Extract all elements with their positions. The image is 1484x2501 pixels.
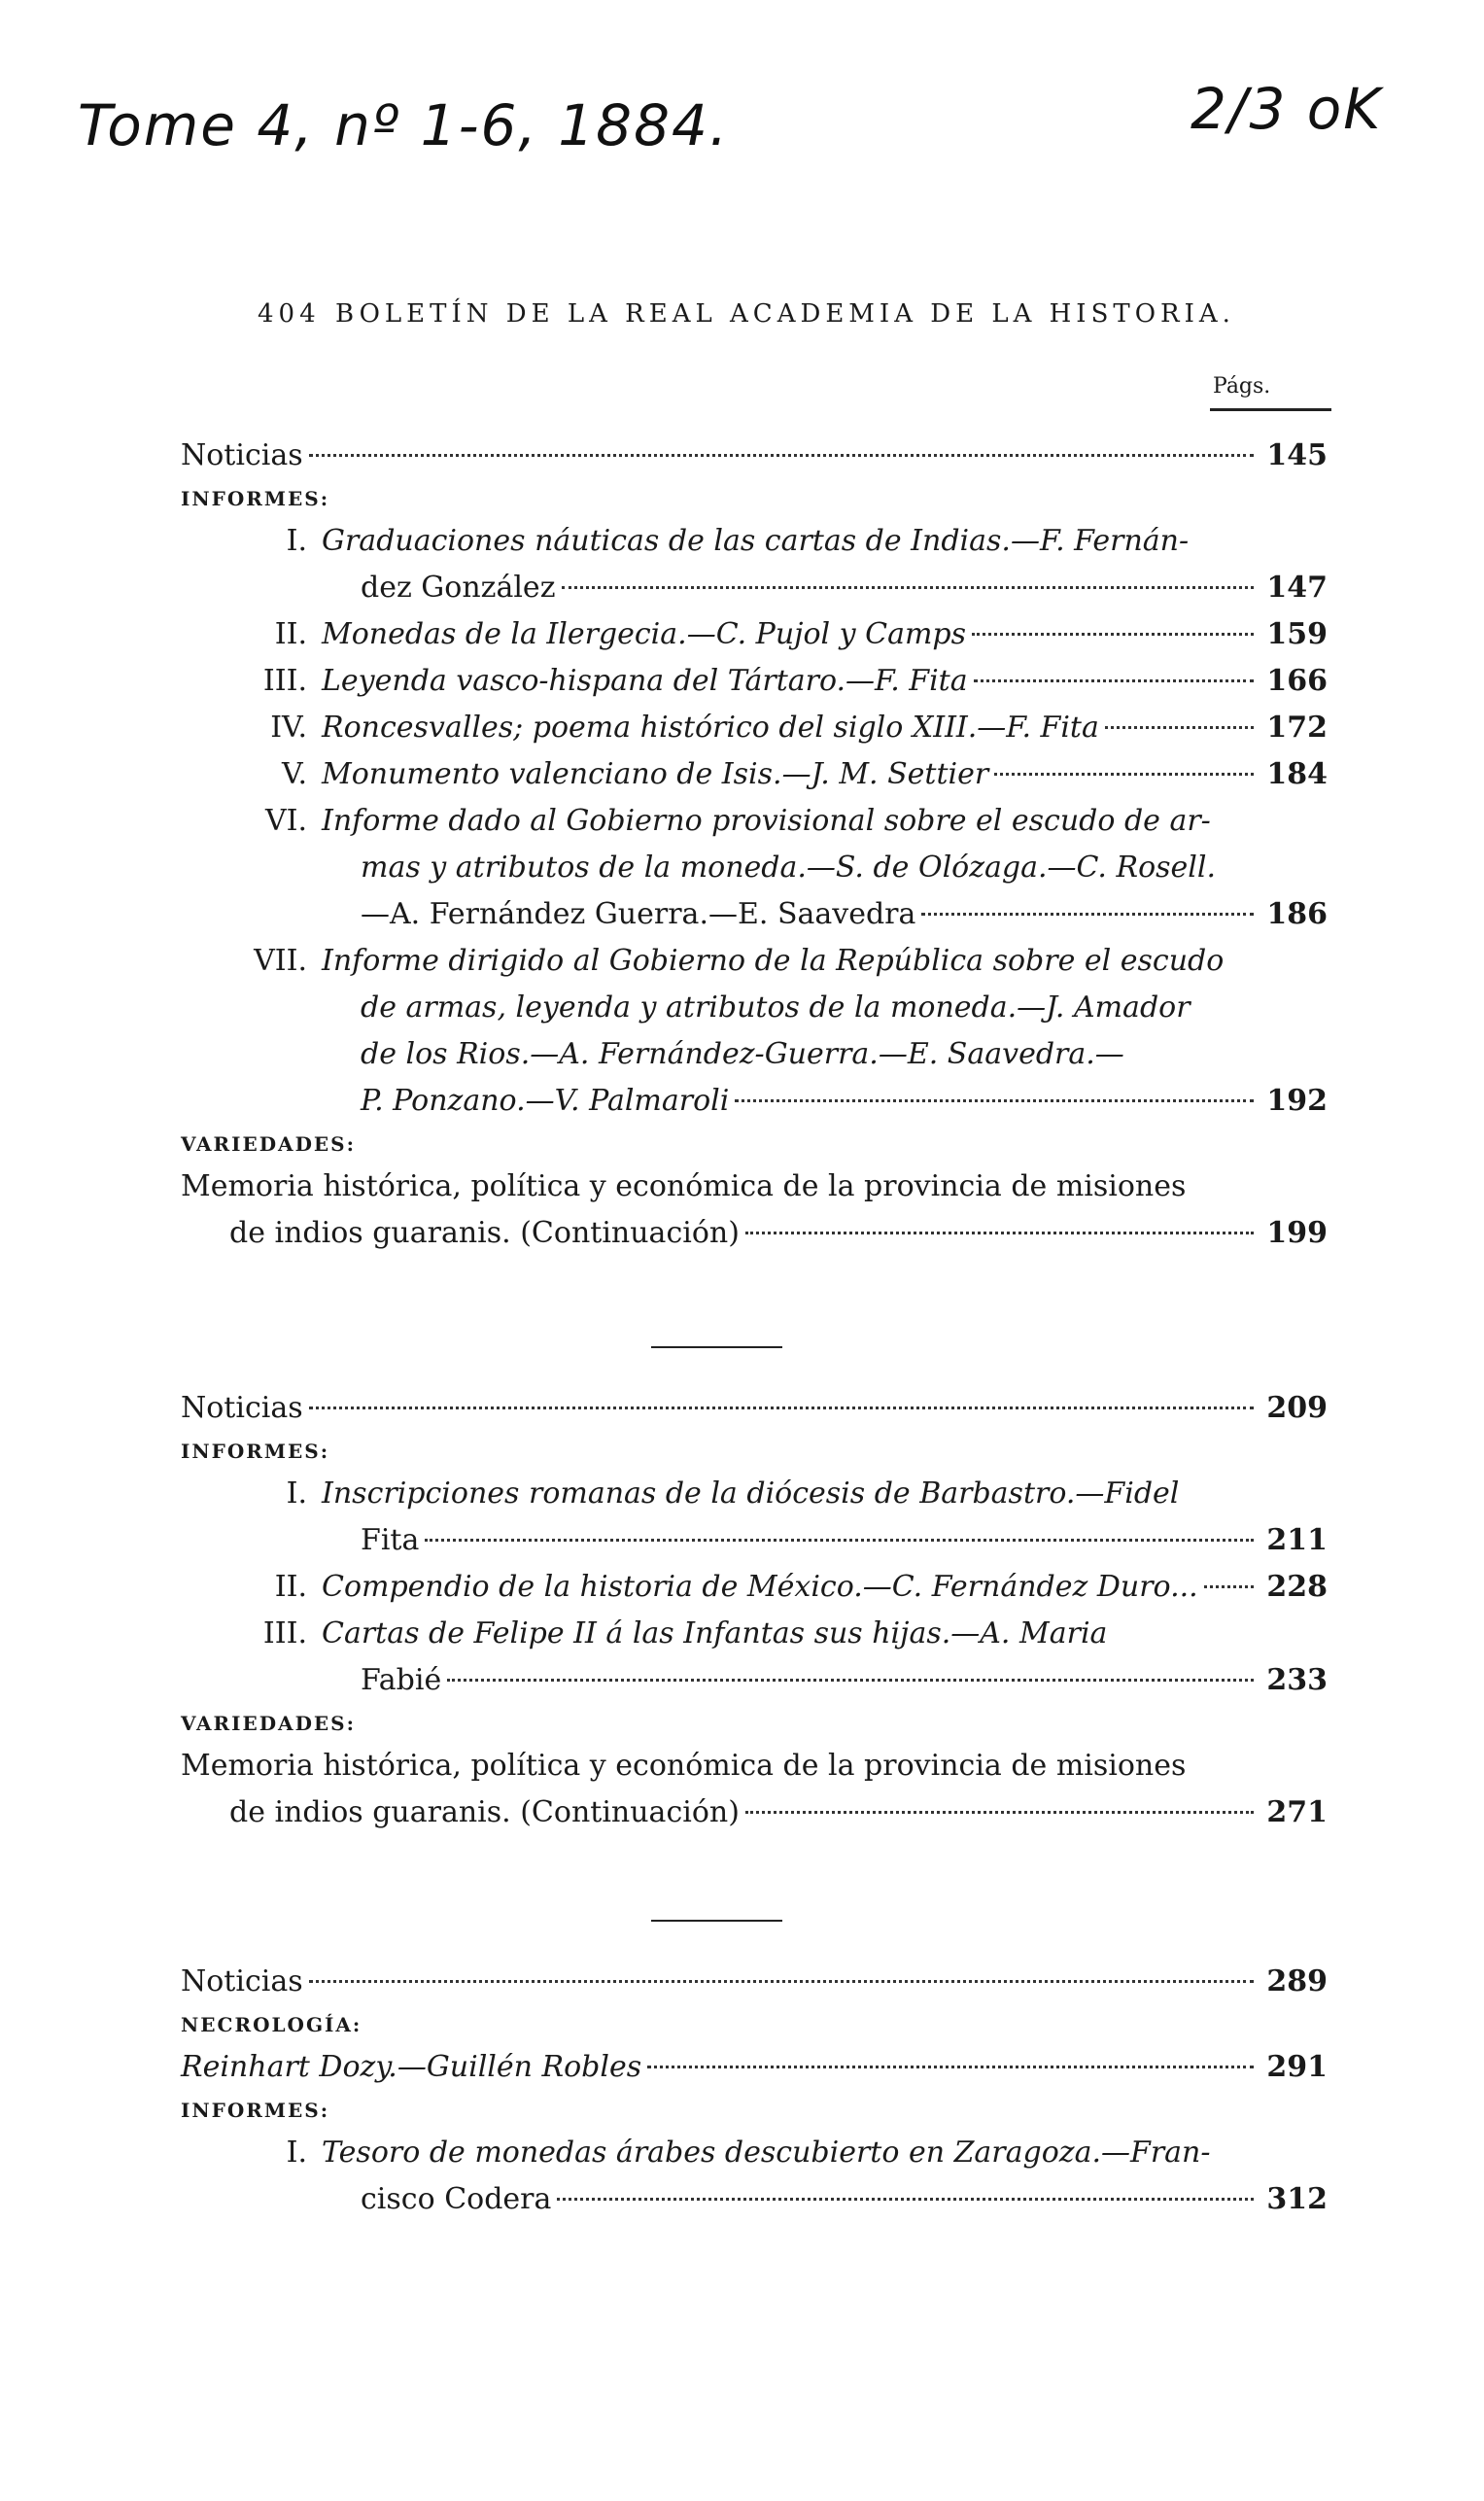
report-line (181, 891, 1328, 938)
entry-text: Roncesvalles; poema histórico del siglo XIII.—F. Fita (322, 711, 1099, 745)
dot-leader (994, 773, 1254, 776)
toc-entry (322, 2130, 1328, 2176)
entry-text: Fita (361, 1523, 420, 1557)
toc-section (181, 1385, 1328, 1836)
toc-entry (322, 705, 1328, 751)
report-line (181, 658, 1328, 705)
toc-entry (322, 658, 1328, 705)
variety-line (181, 1210, 1328, 1257)
section-separator (651, 1346, 782, 1348)
pags-label: Págs. (1213, 374, 1271, 399)
page-ref: 291 (1266, 2050, 1328, 2084)
pags-underline (1210, 408, 1331, 411)
report-line (181, 1078, 1328, 1125)
entry-text: Noticias (181, 438, 303, 472)
entry-text: Monedas de la Ilergecia.—C. Pujol y Camps (322, 617, 967, 651)
entry-text: Cartas de Felipe II á las Infantas sus hijas.—A. Maria (322, 1616, 1108, 1650)
report-line (181, 2130, 1328, 2176)
page-ref: 184 (1266, 757, 1328, 791)
dot-leader (1105, 726, 1254, 729)
entry-text: —A. Fernández Guerra.—E. Saavedra (361, 897, 916, 931)
toc-entry (361, 1031, 1328, 1078)
entry-text: Tesoro de monedas árabes descubierto en Zaragoza.—Fran- (322, 2136, 1211, 2170)
variety-line (181, 1164, 1328, 1210)
dot-leader (974, 679, 1254, 682)
toc-entry (361, 985, 1328, 1031)
dot-leader (972, 633, 1254, 636)
dot-leader (921, 913, 1254, 916)
report-line (181, 1657, 1328, 1704)
toc-entry (181, 2044, 1328, 2091)
report-line (181, 1471, 1328, 1517)
variety-line (181, 1743, 1328, 1789)
entry-text: Graduaciones náuticas de las cartas de Indias.—F. Fernán- (322, 524, 1190, 558)
page-ref: 228 (1266, 1570, 1328, 1604)
report-line (181, 985, 1328, 1031)
entry-text: de indios guaranis. (Continuación) (229, 1216, 740, 1250)
report-line (181, 938, 1328, 985)
toc-entry (361, 1078, 1328, 1125)
toc-entry (181, 433, 1328, 479)
report-line (181, 1564, 1328, 1611)
section-label: VARIEDADES: (181, 1712, 356, 1735)
variety-line (181, 1789, 1328, 1836)
toc-entry (361, 1517, 1328, 1564)
roman-numeral: II. (274, 617, 307, 651)
dot-leader (562, 586, 1255, 589)
roman-numeral: VII. (254, 944, 307, 978)
entry-text: Inscripciones romanas de la diócesis de Barbastro.—Fidel (322, 1476, 1180, 1511)
toc-entry (361, 891, 1328, 938)
report-line (181, 705, 1328, 751)
dot-leader (309, 454, 1254, 457)
entry-text: P. Ponzano.—V. Palmaroli (361, 1084, 730, 1118)
toc-section (181, 1959, 1328, 2223)
section-label: INFORMES: (181, 487, 330, 510)
page-ref: 199 (1266, 1216, 1328, 1250)
dot-leader (745, 1811, 1254, 1814)
variety-line (181, 2044, 1328, 2091)
entry-text: Monumento valenciano de Isis.—J. M. Settier (322, 757, 989, 791)
page-ref: 209 (1266, 1391, 1328, 1425)
page-ref: 271 (1266, 1795, 1328, 1829)
toc-entry (322, 1471, 1328, 1517)
toc-entry (181, 1743, 1328, 1789)
toc-entry (229, 1789, 1328, 1836)
entry-text: Memoria histórica, política y económica de la provincia de misiones (181, 1169, 1187, 1203)
page-ref: 312 (1266, 2182, 1328, 2216)
report-line (181, 1517, 1328, 1564)
roman-numeral: VI. (264, 804, 307, 838)
report-line (181, 1031, 1328, 1078)
roman-numeral: II. (274, 1570, 307, 1604)
entry-text: Memoria histórica, política y económica de la provincia de misiones (181, 1749, 1187, 1783)
page-ref: 233 (1266, 1663, 1328, 1697)
roman-numeral: I. (286, 1476, 307, 1511)
roman-numeral: V. (282, 757, 307, 791)
report-line (181, 798, 1328, 845)
page-ref: 166 (1266, 664, 1328, 698)
entry-text: de armas, leyenda y atributos de la moneda.—J. Amador (361, 990, 1191, 1025)
page-number: 404 (258, 299, 321, 329)
toc-line (181, 1385, 1328, 1432)
page-ref: 145 (1266, 438, 1328, 472)
dot-leader (309, 1980, 1254, 1983)
report-line (181, 611, 1328, 658)
entry-text: Noticias (181, 1964, 303, 1998)
report-line (181, 565, 1328, 611)
entry-text: Noticias (181, 1391, 303, 1425)
running-title: BOLETÍN DE LA REAL ACADEMIA DE LA HISTORIA. (335, 299, 1235, 329)
toc-entry (322, 1611, 1328, 1657)
entry-text: mas y atributos de la moneda.—S. de Olózaga.—C. Rosell. (361, 851, 1217, 885)
dot-leader (447, 1679, 1254, 1682)
section-label: NECROLOGÍA: (181, 2013, 362, 2036)
toc-entry (361, 2176, 1328, 2223)
section-label: INFORMES: (181, 1440, 330, 1463)
toc-entry (181, 1959, 1328, 2005)
handwritten-annotation-left: Tome 4, nº 1-6, 1884. (78, 92, 730, 158)
report-line (181, 751, 1328, 798)
entry-text: de indios guaranis. (Continuación) (229, 1795, 740, 1829)
handwritten-annotation-right: 2/3 oK (1191, 76, 1383, 142)
toc-entry (181, 1164, 1328, 1210)
dot-leader (309, 1407, 1254, 1409)
entry-text: de los Rios.—A. Fernández-Guerra.—E. Saavedra.— (361, 1037, 1124, 1071)
section-label: VARIEDADES: (181, 1132, 356, 1156)
toc-entry (181, 1385, 1328, 1432)
report-line (181, 518, 1328, 565)
section-separator (651, 1920, 782, 1922)
entry-text: Informe dirigido al Gobierno de la República sobre el escudo (322, 944, 1225, 978)
toc-entry (229, 1210, 1328, 1257)
entry-text: Compendio de la historia de México.—C. Fernández Duro... (322, 1570, 1198, 1604)
report-line (181, 845, 1328, 891)
toc-line (181, 433, 1328, 479)
toc-entry (322, 611, 1328, 658)
page-ref: 147 (1266, 571, 1328, 605)
entry-text: Leyenda vasco-hispana del Tártaro.—F. Fita (322, 664, 968, 698)
dot-leader (745, 1232, 1254, 1234)
page-ref: 192 (1266, 1084, 1328, 1118)
roman-numeral: I. (286, 524, 307, 558)
roman-numeral: III. (262, 1616, 307, 1650)
entry-text: cisco Codera (361, 2182, 552, 2216)
roman-numeral: I. (286, 2136, 307, 2170)
dot-leader (557, 2198, 1254, 2201)
page-ref: 211 (1266, 1523, 1328, 1557)
page-ref: 172 (1266, 711, 1328, 745)
page-ref: 186 (1266, 897, 1328, 931)
entry-text: Reinhart Dozy.—Guillén Robles (181, 2050, 642, 2084)
dot-leader (647, 2066, 1254, 2068)
page-ref: 289 (1266, 1964, 1328, 1998)
entry-text: Informe dado al Gobierno provisional sobre el escudo de ar- (322, 804, 1211, 838)
entry-text: Fabié (361, 1663, 442, 1697)
report-line (181, 2176, 1328, 2223)
page-ref: 159 (1266, 617, 1328, 651)
toc-entry (361, 565, 1328, 611)
entry-text: dez González (361, 571, 556, 605)
dot-leader (425, 1539, 1254, 1542)
toc-entry (322, 798, 1328, 845)
roman-numeral: III. (262, 664, 307, 698)
toc-entry (322, 751, 1328, 798)
toc-entry (322, 1564, 1328, 1611)
report-line (181, 1611, 1328, 1657)
dot-leader (735, 1099, 1254, 1102)
section-label: INFORMES: (181, 2099, 330, 2122)
toc-entry (322, 938, 1328, 985)
dot-leader (1204, 1585, 1254, 1588)
toc-section (181, 433, 1328, 1257)
toc-entry (361, 1657, 1328, 1704)
toc-entry (322, 518, 1328, 565)
toc-line (181, 1959, 1328, 2005)
toc-entry (361, 845, 1328, 891)
roman-numeral: IV. (270, 711, 307, 745)
